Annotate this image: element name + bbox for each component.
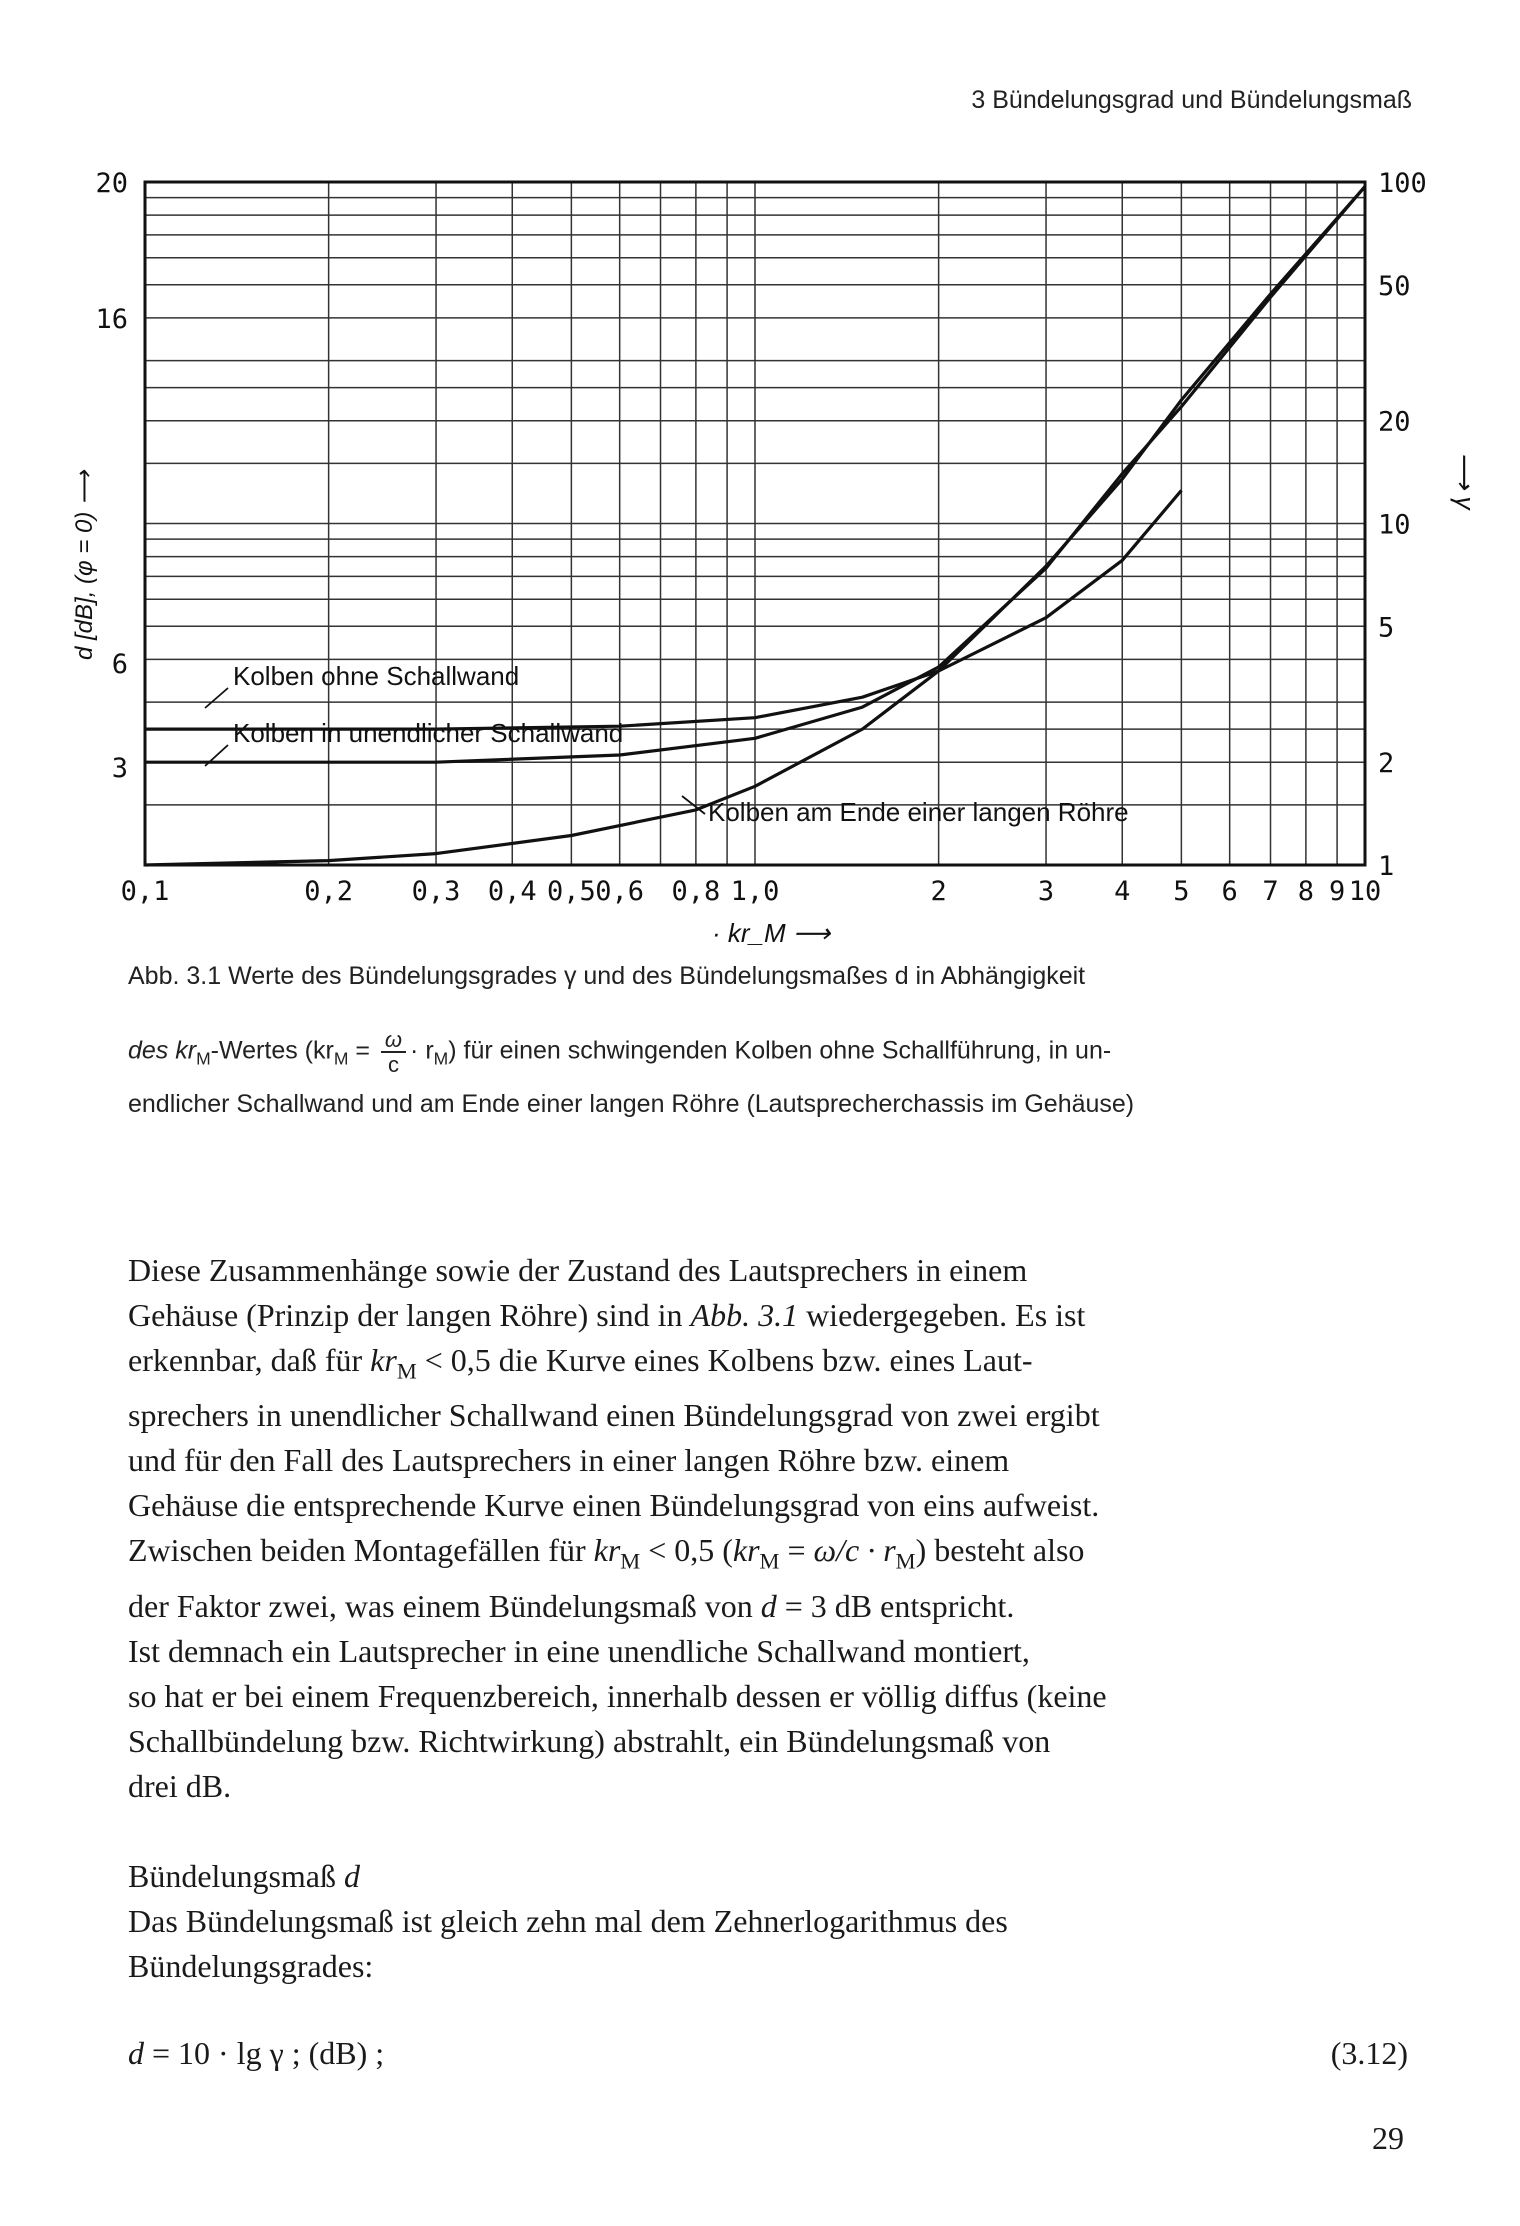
body-line: und für den Fall des Lautsprechers in einer langen Röhre bzw. einem: [128, 1442, 1010, 1479]
text: ) besteht also: [915, 1532, 1085, 1569]
y-axis-label-right: ⟶ γ: [1450, 452, 1480, 510]
math-var: d: [128, 2035, 144, 2071]
body-paragraph: [128, 1248, 1428, 1809]
x-axis-label: · kr_M ⟶: [712, 918, 831, 948]
chart-annotations: [205, 661, 1129, 827]
x-tick-label: 10: [1348, 876, 1382, 907]
caption-text: -Wertes (kr: [210, 1036, 334, 1065]
x-tick-label: 2: [930, 876, 947, 907]
math-var: kr: [732, 1532, 760, 1569]
y-tick-label-left: 20: [95, 168, 128, 199]
body-line: Schallbündelung bzw. Richtwirkung) abstrahlt, ein Bündelungsmaß von: [128, 1722, 1051, 1759]
body-line: [128, 1338, 1428, 1393]
x-tick-label: 8: [1297, 876, 1315, 907]
x-tick-label: 0,2: [304, 876, 354, 907]
math-sub: M: [396, 1358, 417, 1384]
caption-text: =: [348, 1036, 377, 1065]
body-line: so hat er bei einem Frequenzbereich, innerhalb dessen er völlig diffus (keine: [128, 1677, 1107, 1714]
body-line: [128, 1528, 1428, 1583]
page-number: 29: [1372, 2120, 1404, 2156]
text: Gehäuse (Prinzip der langen Röhre) sind in: [128, 1297, 691, 1333]
body-line: [128, 1584, 1428, 1629]
x-tick-label: 0,5: [546, 876, 596, 907]
math-var: d: [343, 1858, 360, 1894]
text: erkennbar, daß für: [128, 1342, 371, 1378]
y-tick-label-left: 16: [95, 304, 128, 335]
math-var: kr: [370, 1342, 397, 1378]
y-tick-label-right: 2: [1378, 748, 1395, 780]
text: =: [779, 1532, 814, 1569]
body-line: Ist demnach ein Lautsprecher in eine unendliche Schallwand montiert,: [128, 1632, 1030, 1669]
math-var: kr: [593, 1532, 621, 1569]
text: der Faktor zwei, was einem Bündelungsmaß von: [128, 1587, 761, 1624]
annotation-label: Kolben am Ende einer langen Röhre: [708, 797, 1129, 827]
text: wiedergegeben. Es ist: [798, 1297, 1086, 1333]
y-tick-label-right: 10: [1378, 509, 1411, 541]
x-tick-label: 0,8: [671, 876, 721, 907]
annotation-label: Kolben ohne Schallwand: [233, 661, 520, 691]
y-tick-label-right: 20: [1378, 406, 1411, 438]
y-tick-label-left: 3: [111, 753, 128, 784]
caption-line-1: Abb. 3.1 Werte des Bündelungsgrades γ und des Bündelungsmaßes d in Abhängigkeit: [128, 962, 1086, 990]
caption-sub: M: [333, 1048, 349, 1069]
caption-line-2: [128, 1028, 1418, 1092]
equation-expression: = 10 · lg γ ; (dB) ;: [144, 2035, 385, 2071]
caption-sub: M: [433, 1048, 449, 1069]
math-var: ω/c · r: [813, 1532, 896, 1569]
y-tick-label-right: 100: [1378, 168, 1427, 199]
annotation-label: Kolben in unendlicher Schallwand: [233, 718, 624, 748]
y-tick-label-right: 5: [1378, 612, 1395, 644]
y-tick-label-right: 50: [1378, 270, 1411, 302]
text: < 0,5 die Kurve eines Kolbens bzw. eines Laut-: [416, 1342, 1033, 1378]
series-line-1: [145, 490, 1181, 729]
section-line: Bündelungsgrades:: [128, 1948, 374, 1984]
caption-text: ) für einen schwingenden Kolben ohne Schallführung, in un-: [448, 1036, 1112, 1065]
figure-caption: [128, 964, 1418, 1156]
x-tick-label: 0,6: [595, 876, 645, 907]
caption-line-3: endlicher Schallwand und am Ende einer langen Röhre (Lautsprecherchassis im Gehäuse): [128, 1090, 1135, 1118]
x-tick-label: 0,3: [411, 876, 461, 907]
caption-text: des kr: [128, 1036, 197, 1065]
equation-3-12: [128, 2035, 1408, 2085]
x-tick-label: 6: [1221, 876, 1238, 907]
y-tick-label-right: 1: [1378, 851, 1395, 882]
x-tick-label: 9: [1328, 876, 1346, 907]
math-var: d: [760, 1587, 777, 1624]
math-sub: M: [895, 1548, 916, 1574]
x-tick-label: 4: [1114, 876, 1131, 907]
figure-3-1-chart: [0, 0, 1520, 960]
x-tick-label: 5: [1173, 876, 1190, 907]
text: < 0,5 (: [640, 1532, 733, 1569]
body-line: drei dB.: [128, 1767, 232, 1804]
body-line: Diese Zusammenhänge sowie der Zustand des Lautsprechers in einem: [128, 1252, 1028, 1288]
running-header: 3 Bündelungsgrad und Bündelungsmaß: [971, 86, 1412, 114]
text: = 3 dB entspricht.: [776, 1587, 1015, 1624]
fraction-numerator: ω: [381, 1028, 406, 1053]
fraction-denominator: c: [387, 1052, 399, 1078]
math-sub: M: [759, 1548, 780, 1574]
caption-text: · r: [410, 1036, 434, 1065]
math-sub: M: [620, 1548, 641, 1574]
equation-number: (3.12): [1330, 2035, 1408, 2071]
caption-fraction: [381, 1028, 406, 1076]
body-line: [128, 1293, 1428, 1338]
annotation-leader: [205, 688, 228, 708]
figure-reference: Abb. 3.1: [690, 1297, 799, 1333]
x-tick-label: 0,4: [487, 876, 537, 907]
x-tick-label: 3: [1037, 876, 1055, 907]
caption-sub: M: [196, 1048, 211, 1069]
y-tick-label-left: 6: [111, 649, 128, 680]
x-tick-label: 1,0: [730, 876, 780, 907]
section-line: Das Bündelungsmaß ist gleich zehn mal dem Zehnerlogarithmus des: [128, 1903, 1008, 1939]
text: Zwischen beiden Montagefällen für: [128, 1532, 594, 1569]
x-tick-label: 0,1: [120, 876, 170, 907]
section-heading: [128, 1854, 1428, 1899]
body-line: sprechers in unendlicher Schallwand einen Bündelungsgrad von zwei ergibt: [128, 1397, 1100, 1434]
section-buendelungsmass: [128, 1854, 1428, 1989]
heading-text: Bündelungsmaß: [128, 1858, 344, 1894]
body-line: Gehäuse die entsprechende Kurve einen Bündelungsgrad von eins aufweist.: [128, 1487, 1100, 1524]
y-axis-label-left: d [dB], (φ = 0) ⟶: [71, 470, 98, 660]
x-tick-label: 7: [1262, 876, 1279, 907]
